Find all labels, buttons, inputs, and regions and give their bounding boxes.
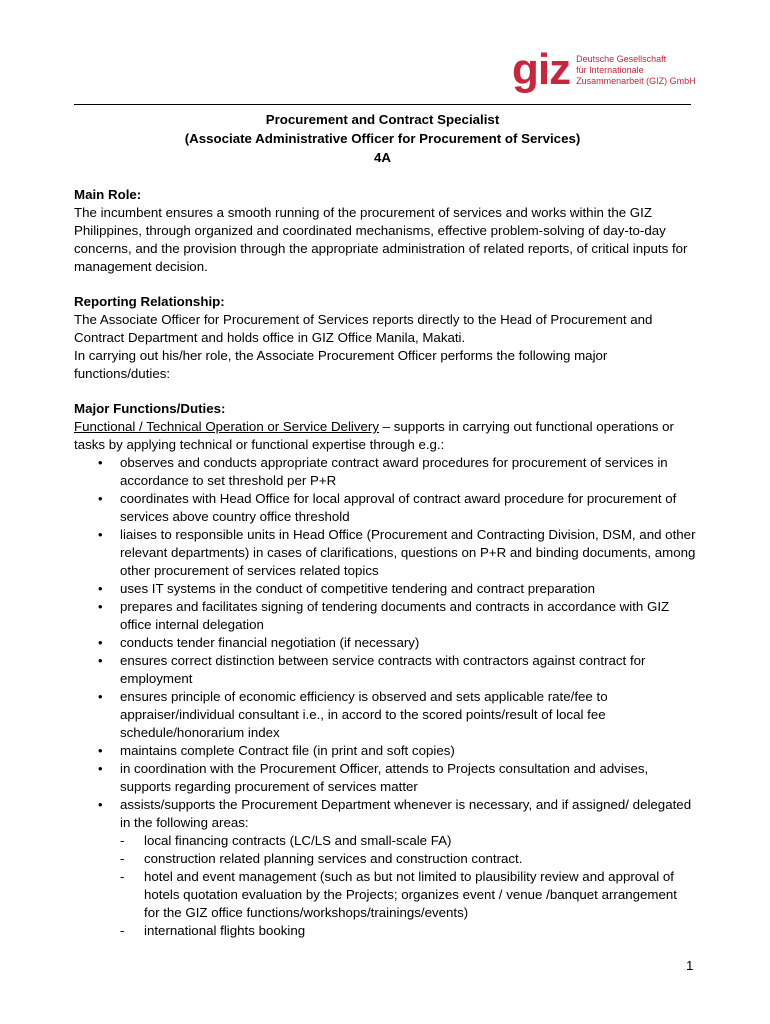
logo-line: Zusammenarbeit (GIZ) GmbH — [576, 75, 696, 86]
document-body — [74, 186, 696, 940]
list-item — [74, 796, 696, 940]
title-line: 4A — [374, 150, 391, 165]
list-item: • liaises to responsible units in Head Office (Procurement and Contracting Division, DSM, and other relevant departments) in cases of clarifications, questions on P+R and binding documents, among other procurement of services related topics — [74, 526, 696, 580]
header-rule — [74, 104, 691, 105]
logo-line: Deutsche Gesellschaft — [576, 53, 667, 64]
reporting-text: The Associate Officer for Procurement of Services reports directly to the Head of Procurement and Contract Department and holds office in GIZ Office Manila, Makati. — [74, 312, 653, 345]
list-item: • in coordination with the Procurement Officer, attends to Projects consultation and advises, supports regarding procurement of services matter — [74, 760, 696, 796]
sub-list-item: - hotel and event management (such as but not limited to plausibility review and approval of hotels quotation evaluation by the Projects; organizes event / venue /banquet arrangement for the GIZ office functions/workshops/trainings/events) — [120, 868, 696, 922]
list-item: • ensures principle of economic efficiency is observed and sets applicable rate/fee to appraiser/individual consultant i.e., in accord to the scored points/result of local fee schedule/honorarium index — [74, 688, 696, 742]
sub-list-item: - construction related planning services and construction contract. — [120, 850, 696, 868]
duties-section — [74, 400, 696, 940]
document-title — [74, 110, 691, 167]
list-item: • conducts tender financial negotiation (if necessary) — [74, 634, 696, 652]
main-role-heading: Main Role: — [74, 187, 142, 202]
list-item: • ensures correct distinction between service contracts with contractors against contract for employment — [74, 652, 696, 688]
giz-logo-text — [576, 54, 696, 87]
list-item: • coordinates with Head Office for local approval of contract award procedure for procurement of services above country office threshold — [74, 490, 696, 526]
reporting-text: In carrying out his/her role, the Associate Procurement Officer performs the following major functions/duties: — [74, 348, 608, 381]
duties-intro-underlined: Functional / Technical Operation or Service Delivery — [74, 419, 379, 434]
list-item: • maintains complete Contract file (in print and soft copies) — [74, 742, 696, 760]
list-item: • observes and conducts appropriate contract award procedures for procurement of services in accordance to set threshold per P+R — [74, 454, 696, 490]
main-role-text: The incumbent ensures a smooth running of the procurement of services and works within the GIZ Philippines, through organized and coordinated mechanisms, effective problem-solving of day-to-day concerns, and the provision through the appropriate administration of related reports, of critical inputs for management decision. — [74, 205, 688, 274]
main-role-section — [74, 186, 696, 276]
title-line: Procurement and Contract Specialist — [265, 112, 500, 127]
giz-logo — [512, 45, 696, 94]
sub-list — [120, 832, 696, 940]
list-item: • uses IT systems in the conduct of competitive tendering and contract preparation — [74, 580, 696, 598]
duties-heading: Major Functions/Duties: — [74, 401, 226, 416]
list-item: • prepares and facilitates signing of tendering documents and contracts in accordance with GIZ office internal delegation — [74, 598, 696, 634]
reporting-section — [74, 293, 696, 383]
list-item-text: • assists/supports the Procurement Department whenever is necessary, and if assigned/ delegated in the following areas: — [120, 797, 692, 830]
title-line: (Associate Administrative Officer for Procurement of Services) — [184, 131, 581, 146]
sub-list-item: - local financing contracts (LC/LS and small-scale FA) — [120, 832, 696, 850]
duties-intro-rest: – supports in carrying out functional operations or tasks by applying technical or functional expertise through e.g.: — [74, 419, 674, 452]
duties-intro — [74, 418, 696, 454]
giz-logo-mark: giz — [512, 45, 571, 94]
page-number: 1 — [686, 958, 694, 973]
logo-line: für Internationale — [576, 64, 644, 75]
sub-list-item: - international flights booking — [120, 922, 696, 940]
duties-list — [74, 454, 696, 940]
reporting-heading: Reporting Relationship: — [74, 294, 225, 309]
